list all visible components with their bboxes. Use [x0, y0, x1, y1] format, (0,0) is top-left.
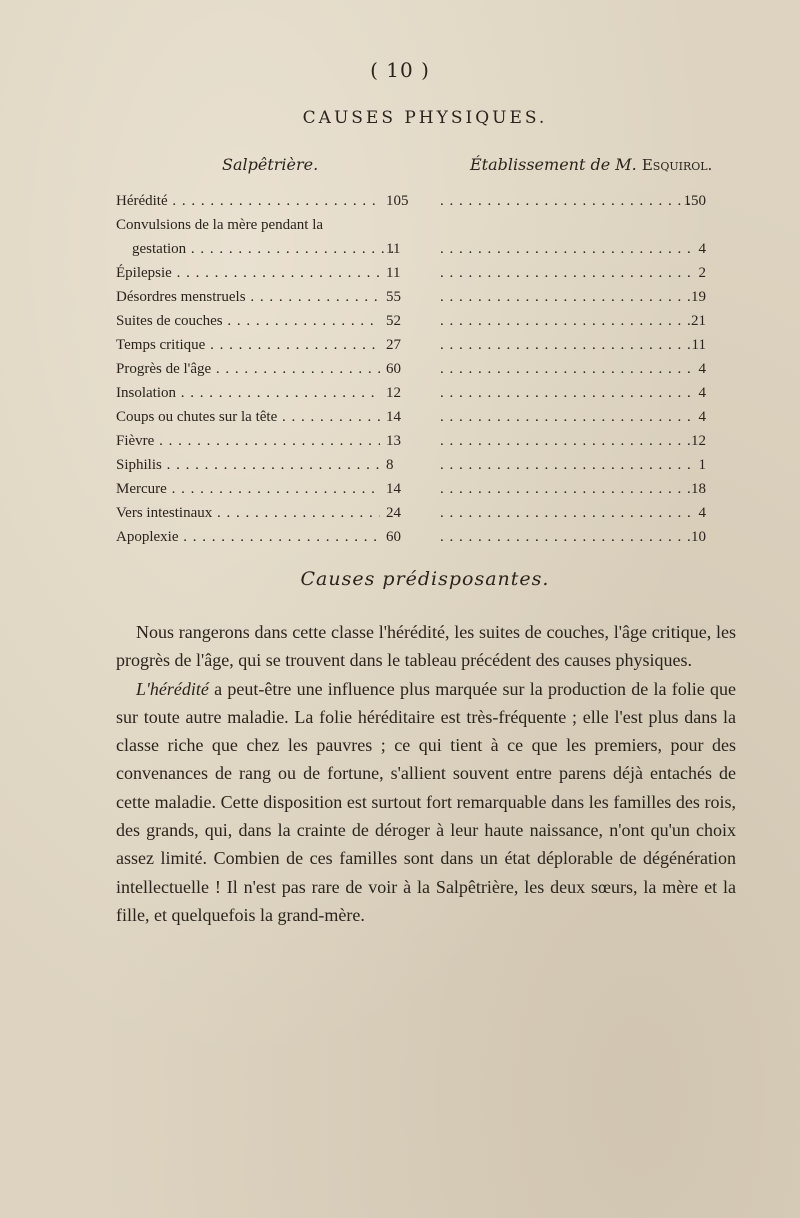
- salpetriere-count: 60: [386, 529, 401, 545]
- paragraph: Nous rangerons dans cette classe l'hérédité, les suites de couches, l'âge critique, les progrès de l'âge, qui se trouvent dans le tableau précédent des causes physiques.: [116, 622, 736, 671]
- table-row: [116, 213, 698, 237]
- paragraph-lead: L'hérédité: [136, 678, 209, 699]
- table-row: [116, 405, 706, 429]
- table-row: [116, 453, 706, 477]
- paragraph: [116, 675, 736, 930]
- cause-name: Désordres menstruels . . .: [116, 285, 380, 309]
- esquirol-count: 1: [698, 457, 706, 473]
- table-row: [116, 261, 706, 285]
- cause-name: gestation . . .: [116, 237, 396, 261]
- esquirol-count: 12: [691, 433, 706, 449]
- cause-name: Insolation . . .: [116, 381, 380, 405]
- esquirol-count: 21: [691, 313, 706, 329]
- table-row: [116, 189, 706, 213]
- table-row: [116, 429, 706, 453]
- esquirol-count: 4: [698, 361, 706, 377]
- salpetriere-count: 8: [386, 457, 394, 473]
- table-row: [116, 357, 706, 381]
- table-row: [116, 237, 706, 261]
- table-row: [116, 381, 706, 405]
- leader-dots: [440, 525, 692, 549]
- column-header-salpetriere: Salpêtrière.: [222, 155, 319, 174]
- table-row: [116, 477, 706, 501]
- cause-name: Vers intestinaux . . .: [116, 501, 380, 525]
- esquirol-count: 10: [691, 529, 706, 545]
- table-row: [116, 309, 706, 333]
- table-row: [116, 285, 706, 309]
- salpetriere-count: 52: [386, 313, 401, 329]
- body-text: [116, 618, 736, 929]
- cause-name: Hérédité . . .: [116, 189, 380, 213]
- cause-name: Suites de couches . . .: [116, 309, 380, 333]
- leader-dots: [440, 429, 692, 453]
- causes-table: [116, 189, 706, 549]
- esquirol-count: 19: [691, 289, 706, 305]
- leader-dots: [440, 285, 692, 309]
- leader-dots: [440, 237, 692, 261]
- salpetriere-count: 105: [386, 193, 409, 209]
- table-row: [116, 501, 706, 525]
- column-header-esquirol: [470, 155, 712, 174]
- esquirol-count: 2: [698, 265, 706, 281]
- esquirol-count: 4: [698, 241, 706, 257]
- esquirol-count: 18: [691, 481, 706, 497]
- salpetriere-count: 14: [386, 409, 401, 425]
- subheading: Causes prédisposantes.: [300, 568, 550, 590]
- salpetriere-count: 14: [386, 481, 401, 497]
- salpetriere-count: 60: [386, 361, 401, 377]
- salpetriere-count: 13: [386, 433, 401, 449]
- cause-name: Coups ou chutes sur la tête . . .: [116, 405, 380, 429]
- table-row: [116, 333, 706, 357]
- esquirol-count: 150: [683, 193, 706, 209]
- cause-name: Convulsions de la mère pendant la: [116, 217, 324, 233]
- page-number: ( 10 ): [370, 58, 430, 82]
- leader-dots: [440, 405, 692, 429]
- leader-dots: [440, 501, 692, 525]
- cause-name: Progrès de l'âge . . .: [116, 357, 380, 381]
- leader-dots: [440, 477, 692, 501]
- paragraph-text: a peut-être une influence plus marquée sur la production de la folie que sur toute autre maladie. La folie héréditaire est très-fréquente ; elle l'est plus dans la classe riche que chez les pauvres ; ce qui tient à ce que les premiers, pour des convenances de rang ou de fortune, s'allient souvent entre parens déjà entachés de cette maladie. Cette disposition est surtout fort remarquable dans les familles des rois, des grands, qui, dans la crainte de déroger à leur haute naissance, n'ont qu'un choix assez limité. Combien de ces familles sont dans un état déplorable de dégénération intellectuelle ! Il n'est pas rare de voir à la Salpêtrière, les deux sœurs, la mère et la fille, et quelquefois la grand-mère.: [116, 678, 736, 925]
- leader-dots: [440, 261, 692, 285]
- leader-dots: [440, 381, 692, 405]
- table-row: [116, 525, 706, 549]
- salpetriere-count: 11: [386, 241, 401, 257]
- cause-name: Épilepsie . . .: [116, 261, 380, 285]
- section-title: CAUSES PHYSIQUES.: [302, 108, 548, 128]
- cause-name: Mercure . . .: [116, 477, 380, 501]
- esquirol-count: 4: [698, 385, 706, 401]
- salpetriere-count: 12: [386, 385, 401, 401]
- cause-name: Siphilis . . .: [116, 453, 380, 477]
- column-header-esquirol-prefix: Établissement de M.: [470, 155, 642, 174]
- leader-dots: [440, 309, 692, 333]
- cause-name: Fièvre . . .: [116, 429, 380, 453]
- cause-name: Temps critique . . .: [116, 333, 380, 357]
- leader-dots: [440, 189, 692, 213]
- salpetriere-count: 11: [386, 265, 401, 281]
- salpetriere-count: 27: [386, 337, 401, 353]
- leader-dots: [440, 453, 692, 477]
- salpetriere-count: 55: [386, 289, 401, 305]
- column-header-esquirol-name: Esquirol.: [641, 156, 713, 174]
- leader-dots: [440, 333, 692, 357]
- esquirol-count: 11: [691, 337, 706, 353]
- leader-dots: [440, 357, 692, 381]
- esquirol-count: 4: [698, 505, 706, 521]
- salpetriere-count: 24: [386, 505, 401, 521]
- esquirol-count: 4: [698, 409, 706, 425]
- cause-name: Apoplexie . . .: [116, 525, 380, 549]
